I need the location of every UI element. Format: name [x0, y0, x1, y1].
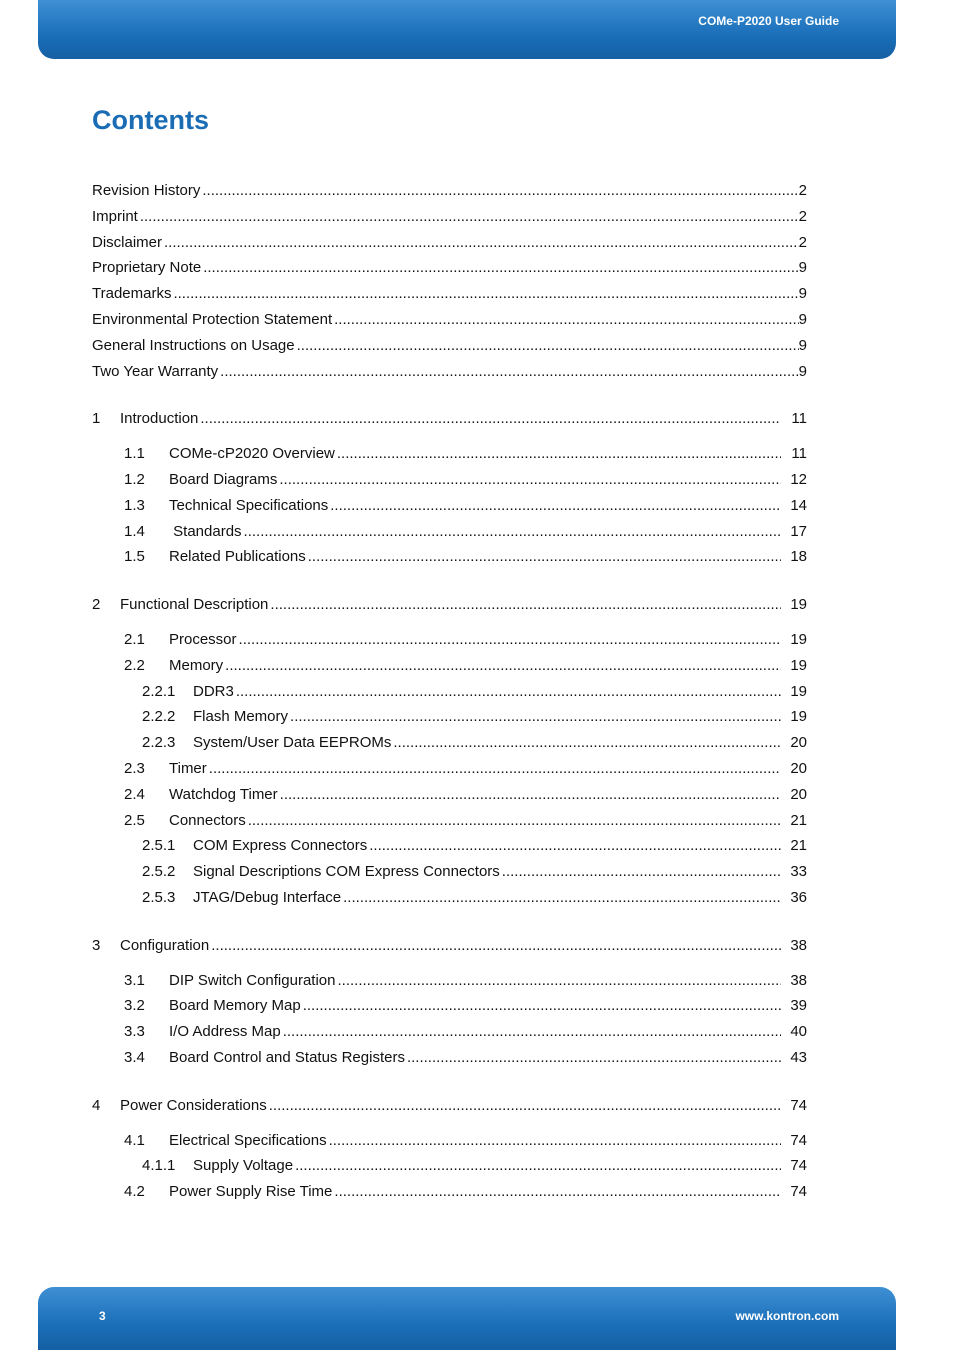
toc-entry-number: 2.5.1: [142, 837, 176, 855]
toc-entry-title: Environmental Protection Statement: [92, 310, 333, 328]
toc-entry-page: 2: [798, 233, 807, 251]
document-title: COMe-P2020 User Guide: [698, 14, 839, 28]
toc-entry-page: 74: [790, 1096, 807, 1114]
toc-entry-title: Processor: [169, 630, 237, 648]
toc-entry-3-3[interactable]: [92, 1021, 807, 1047]
toc-entry-page: 19: [790, 656, 807, 674]
toc-entry-title: Related Publications: [169, 548, 306, 566]
toc-entry-title: General Instructions on Usage: [92, 336, 295, 354]
toc-dot-leader: [237, 629, 781, 651]
toc-entry-1-1[interactable]: [92, 443, 807, 469]
toc-entry-number: 3.2: [124, 997, 145, 1015]
toc-entry-page: 14: [790, 496, 807, 514]
toc-entry-title: Board Diagrams: [169, 470, 278, 488]
toc-entry-number: 1.5: [124, 548, 145, 566]
toc-entry-page: 33: [790, 863, 807, 881]
toc-entry-page: 20: [790, 785, 807, 803]
toc-entry-2-5-1[interactable]: [92, 835, 807, 861]
toc-entry-page: 9: [798, 285, 807, 303]
toc-entry-page: 19: [790, 596, 807, 614]
toc-entry-title: JTAG/Debug Interface: [193, 888, 342, 906]
toc-entry-title: Introduction: [120, 410, 199, 428]
toc-entry-title: Watchdog Timer: [169, 785, 278, 803]
toc-dot-leader: [198, 408, 781, 430]
toc-dot-leader: [332, 309, 799, 331]
toc-entry-1-3[interactable]: [92, 495, 807, 521]
toc-entry-title: Technical Specifications: [169, 496, 329, 514]
toc-entry-page: 17: [790, 522, 807, 540]
toc-entry-number: 2.5: [124, 811, 145, 829]
toc-entry-2-2-1[interactable]: [92, 681, 807, 707]
toc-entry-2-5-3[interactable]: [92, 887, 807, 913]
toc-entry-number: 1.3: [124, 496, 145, 514]
toc-entry-2-2[interactable]: [92, 655, 807, 681]
page-header-bar: [38, 0, 896, 59]
toc-entry-number: 2.4: [124, 785, 145, 803]
toc-entry-title: Functional Description: [120, 596, 269, 614]
toc-dot-leader: [335, 443, 781, 465]
toc-entry-title: Memory: [169, 656, 224, 674]
toc-entry-number: 4.1: [124, 1131, 145, 1149]
toc-dot-leader: [209, 935, 781, 957]
toc-entry-page: 74: [790, 1157, 807, 1175]
toc-entry-title: DIP Switch Configuration: [169, 971, 336, 989]
toc-entry-title: Connectors: [169, 811, 246, 829]
toc-entry-general-instructions[interactable]: [92, 335, 807, 361]
toc-entry-number: 3.1: [124, 971, 145, 989]
toc-entry-number: 2.1: [124, 630, 145, 648]
toc-entry-page: 20: [790, 759, 807, 777]
toc-entry-page: 36: [790, 888, 807, 906]
toc-entry-title: Trademarks: [92, 285, 172, 303]
toc-entry-number: 3.3: [124, 1023, 145, 1041]
toc-dot-leader: [500, 861, 781, 883]
toc-entry-page: 9: [798, 336, 807, 354]
toc-entry-revision-history[interactable]: [92, 180, 807, 206]
toc-entry-2-5-2[interactable]: [92, 861, 807, 887]
toc-entry-page: 19: [790, 682, 807, 700]
toc-entry-title: Standards: [169, 522, 242, 540]
toc-dot-leader: [201, 257, 798, 279]
toc-entry-number: 2.2.3: [142, 734, 176, 752]
toc-dot-leader: [234, 681, 781, 703]
toc-entry-title: Electrical Specifications: [169, 1131, 327, 1149]
toc-dot-leader: [171, 283, 798, 305]
toc-entry-2-2-3[interactable]: [92, 732, 807, 758]
toc-entry-page: 38: [790, 936, 807, 954]
toc-entry-title: COMe-cP2020 Overview: [169, 445, 335, 463]
toc-chapter-2[interactable]: [92, 594, 807, 620]
toc-entry-number: 2.5.2: [142, 863, 176, 881]
toc-dot-leader: [341, 887, 781, 909]
toc-entry-page: 9: [798, 362, 807, 380]
toc-entry-page: 9: [798, 259, 807, 277]
toc-entry-title: Signal Descriptions COM Express Connectors: [193, 863, 500, 881]
toc-dot-leader: [268, 594, 781, 616]
toc-dot-leader: [246, 810, 781, 832]
table-of-contents: [92, 180, 807, 1207]
toc-entry-title: Board Memory Map: [169, 997, 301, 1015]
toc-entry-page: 11: [791, 410, 807, 428]
toc-entry-number: 2.2: [124, 656, 145, 674]
toc-entry-page: 40: [790, 1023, 807, 1041]
toc-entry-page: 9: [798, 310, 807, 328]
toc-entry-number: 2.2.1: [142, 682, 176, 700]
toc-entry-title: Two Year Warranty: [92, 362, 219, 380]
toc-entry-number: 4.1.1: [142, 1157, 176, 1175]
toc-entry-page: 38: [790, 971, 807, 989]
website-link[interactable]: www.kontron.com: [735, 1309, 839, 1323]
toc-dot-leader: [301, 995, 781, 1017]
toc-dot-leader: [405, 1047, 781, 1069]
toc-entry-page: 74: [790, 1183, 807, 1201]
toc-entry-page: 43: [790, 1048, 807, 1066]
toc-entry-proprietary-note[interactable]: [92, 257, 807, 283]
toc-entry-4-2[interactable]: [92, 1181, 807, 1207]
toc-entry-title: System/User Data EEPROMs: [193, 734, 392, 752]
toc-entry-1-5[interactable]: [92, 546, 807, 572]
toc-entry-page: 21: [790, 837, 807, 855]
toc-dot-leader: [367, 835, 781, 857]
page-number: 3: [99, 1309, 106, 1323]
toc-dot-leader: [277, 469, 781, 491]
toc-entry-2-3[interactable]: [92, 758, 807, 784]
toc-entry-3-4[interactable]: [92, 1047, 807, 1073]
toc-entry-2-1[interactable]: [92, 629, 807, 655]
toc-dot-leader: [138, 206, 799, 228]
toc-chapter-1[interactable]: [92, 408, 807, 434]
toc-entry-number: 2.3: [124, 759, 145, 777]
toc-entry-disclaimer[interactable]: [92, 232, 807, 258]
toc-entry-page: 21: [790, 811, 807, 829]
toc-entry-title: Board Control and Status Registers: [169, 1048, 405, 1066]
toc-entry-imprint[interactable]: [92, 206, 807, 232]
toc-entry-2-4[interactable]: [92, 784, 807, 810]
toc-dot-leader: [200, 180, 798, 202]
toc-dot-leader: [281, 1021, 781, 1043]
toc-dot-leader: [267, 1095, 781, 1117]
toc-entry-number: 2: [92, 596, 101, 614]
toc-entry-title: Supply Voltage: [193, 1157, 294, 1175]
toc-entry-page: 11: [791, 445, 807, 463]
toc-dot-leader: [288, 706, 781, 728]
toc-entry-number: 1: [92, 410, 101, 428]
toc-entry-number: 1.4: [124, 522, 145, 540]
toc-entry-page: 2: [798, 207, 807, 225]
toc-entry-number: 3: [92, 936, 101, 954]
toc-entry-title: Revision History: [92, 182, 201, 199]
toc-entry-page: 20: [790, 734, 807, 752]
toc-entry-2-2-2[interactable]: [92, 706, 807, 732]
toc-entry-title: Power Considerations: [120, 1096, 267, 1114]
toc-entry-4-1-1[interactable]: [92, 1155, 807, 1181]
toc-entry-title: DDR3: [193, 682, 234, 700]
toc-chapter-3[interactable]: [92, 935, 807, 961]
toc-entry-number: 1.1: [124, 445, 145, 463]
toc-dot-leader: [306, 546, 781, 568]
toc-entry-number: 2.2.2: [142, 708, 176, 726]
toc-entry-1-2[interactable]: [92, 469, 807, 495]
toc-entry-number: 1.2: [124, 470, 145, 488]
toc-dot-leader: [327, 1130, 781, 1152]
toc-entry-3-1[interactable]: [92, 970, 807, 996]
toc-entry-title: Flash Memory: [193, 708, 289, 726]
toc-entry-page: 12: [790, 470, 807, 488]
toc-dot-leader: [218, 361, 798, 383]
toc-entry-4-1[interactable]: [92, 1130, 807, 1156]
toc-entry-title: Proprietary Note: [92, 259, 202, 277]
toc-entry-page: 2: [798, 182, 807, 199]
toc-dot-leader: [335, 970, 781, 992]
toc-entry-title: COM Express Connectors: [193, 837, 368, 855]
toc-entry-trademarks[interactable]: [92, 283, 807, 309]
toc-entry-title: Configuration: [120, 936, 210, 954]
toc-entry-2-5[interactable]: [92, 810, 807, 836]
toc-entry-number: 3.4: [124, 1048, 145, 1066]
toc-entry-environmental-protection[interactable]: [92, 309, 807, 335]
toc-dot-leader: [242, 521, 781, 543]
toc-dot-leader: [207, 758, 781, 780]
toc-dot-leader: [295, 335, 799, 357]
toc-entry-title: Disclaimer: [92, 233, 163, 251]
toc-entry-title: Power Supply Rise Time: [169, 1183, 333, 1201]
toc-dot-leader: [328, 495, 781, 517]
toc-dot-leader: [391, 732, 781, 754]
toc-entry-title: Timer: [169, 759, 207, 777]
toc-dot-leader: [223, 655, 781, 677]
toc-entry-two-year-warranty[interactable]: [92, 361, 807, 387]
toc-entry-number: 4.2: [124, 1183, 145, 1201]
toc-entry-page: 74: [790, 1131, 807, 1149]
toc-dot-leader: [293, 1155, 781, 1177]
toc-entry-page: 18: [790, 548, 807, 566]
toc-chapter-4[interactable]: [92, 1095, 807, 1121]
toc-entry-title: I/O Address Map: [169, 1023, 281, 1041]
toc-entry-page: 39: [790, 997, 807, 1015]
toc-dot-leader: [332, 1181, 781, 1203]
toc-entry-page: 19: [790, 630, 807, 648]
toc-dot-leader: [278, 784, 781, 806]
toc-entry-3-2[interactable]: [92, 995, 807, 1021]
toc-entry-number: 4: [92, 1096, 101, 1114]
toc-dot-leader: [162, 232, 799, 254]
toc-entry-number: 2.5.3: [142, 888, 176, 906]
toc-entry-title: Imprint: [92, 207, 138, 225]
page-footer-bar: [38, 1287, 896, 1350]
toc-entry-1-4[interactable]: [92, 521, 807, 547]
toc-entry-page: 19: [790, 708, 807, 726]
page-title: Contents: [92, 105, 209, 135]
